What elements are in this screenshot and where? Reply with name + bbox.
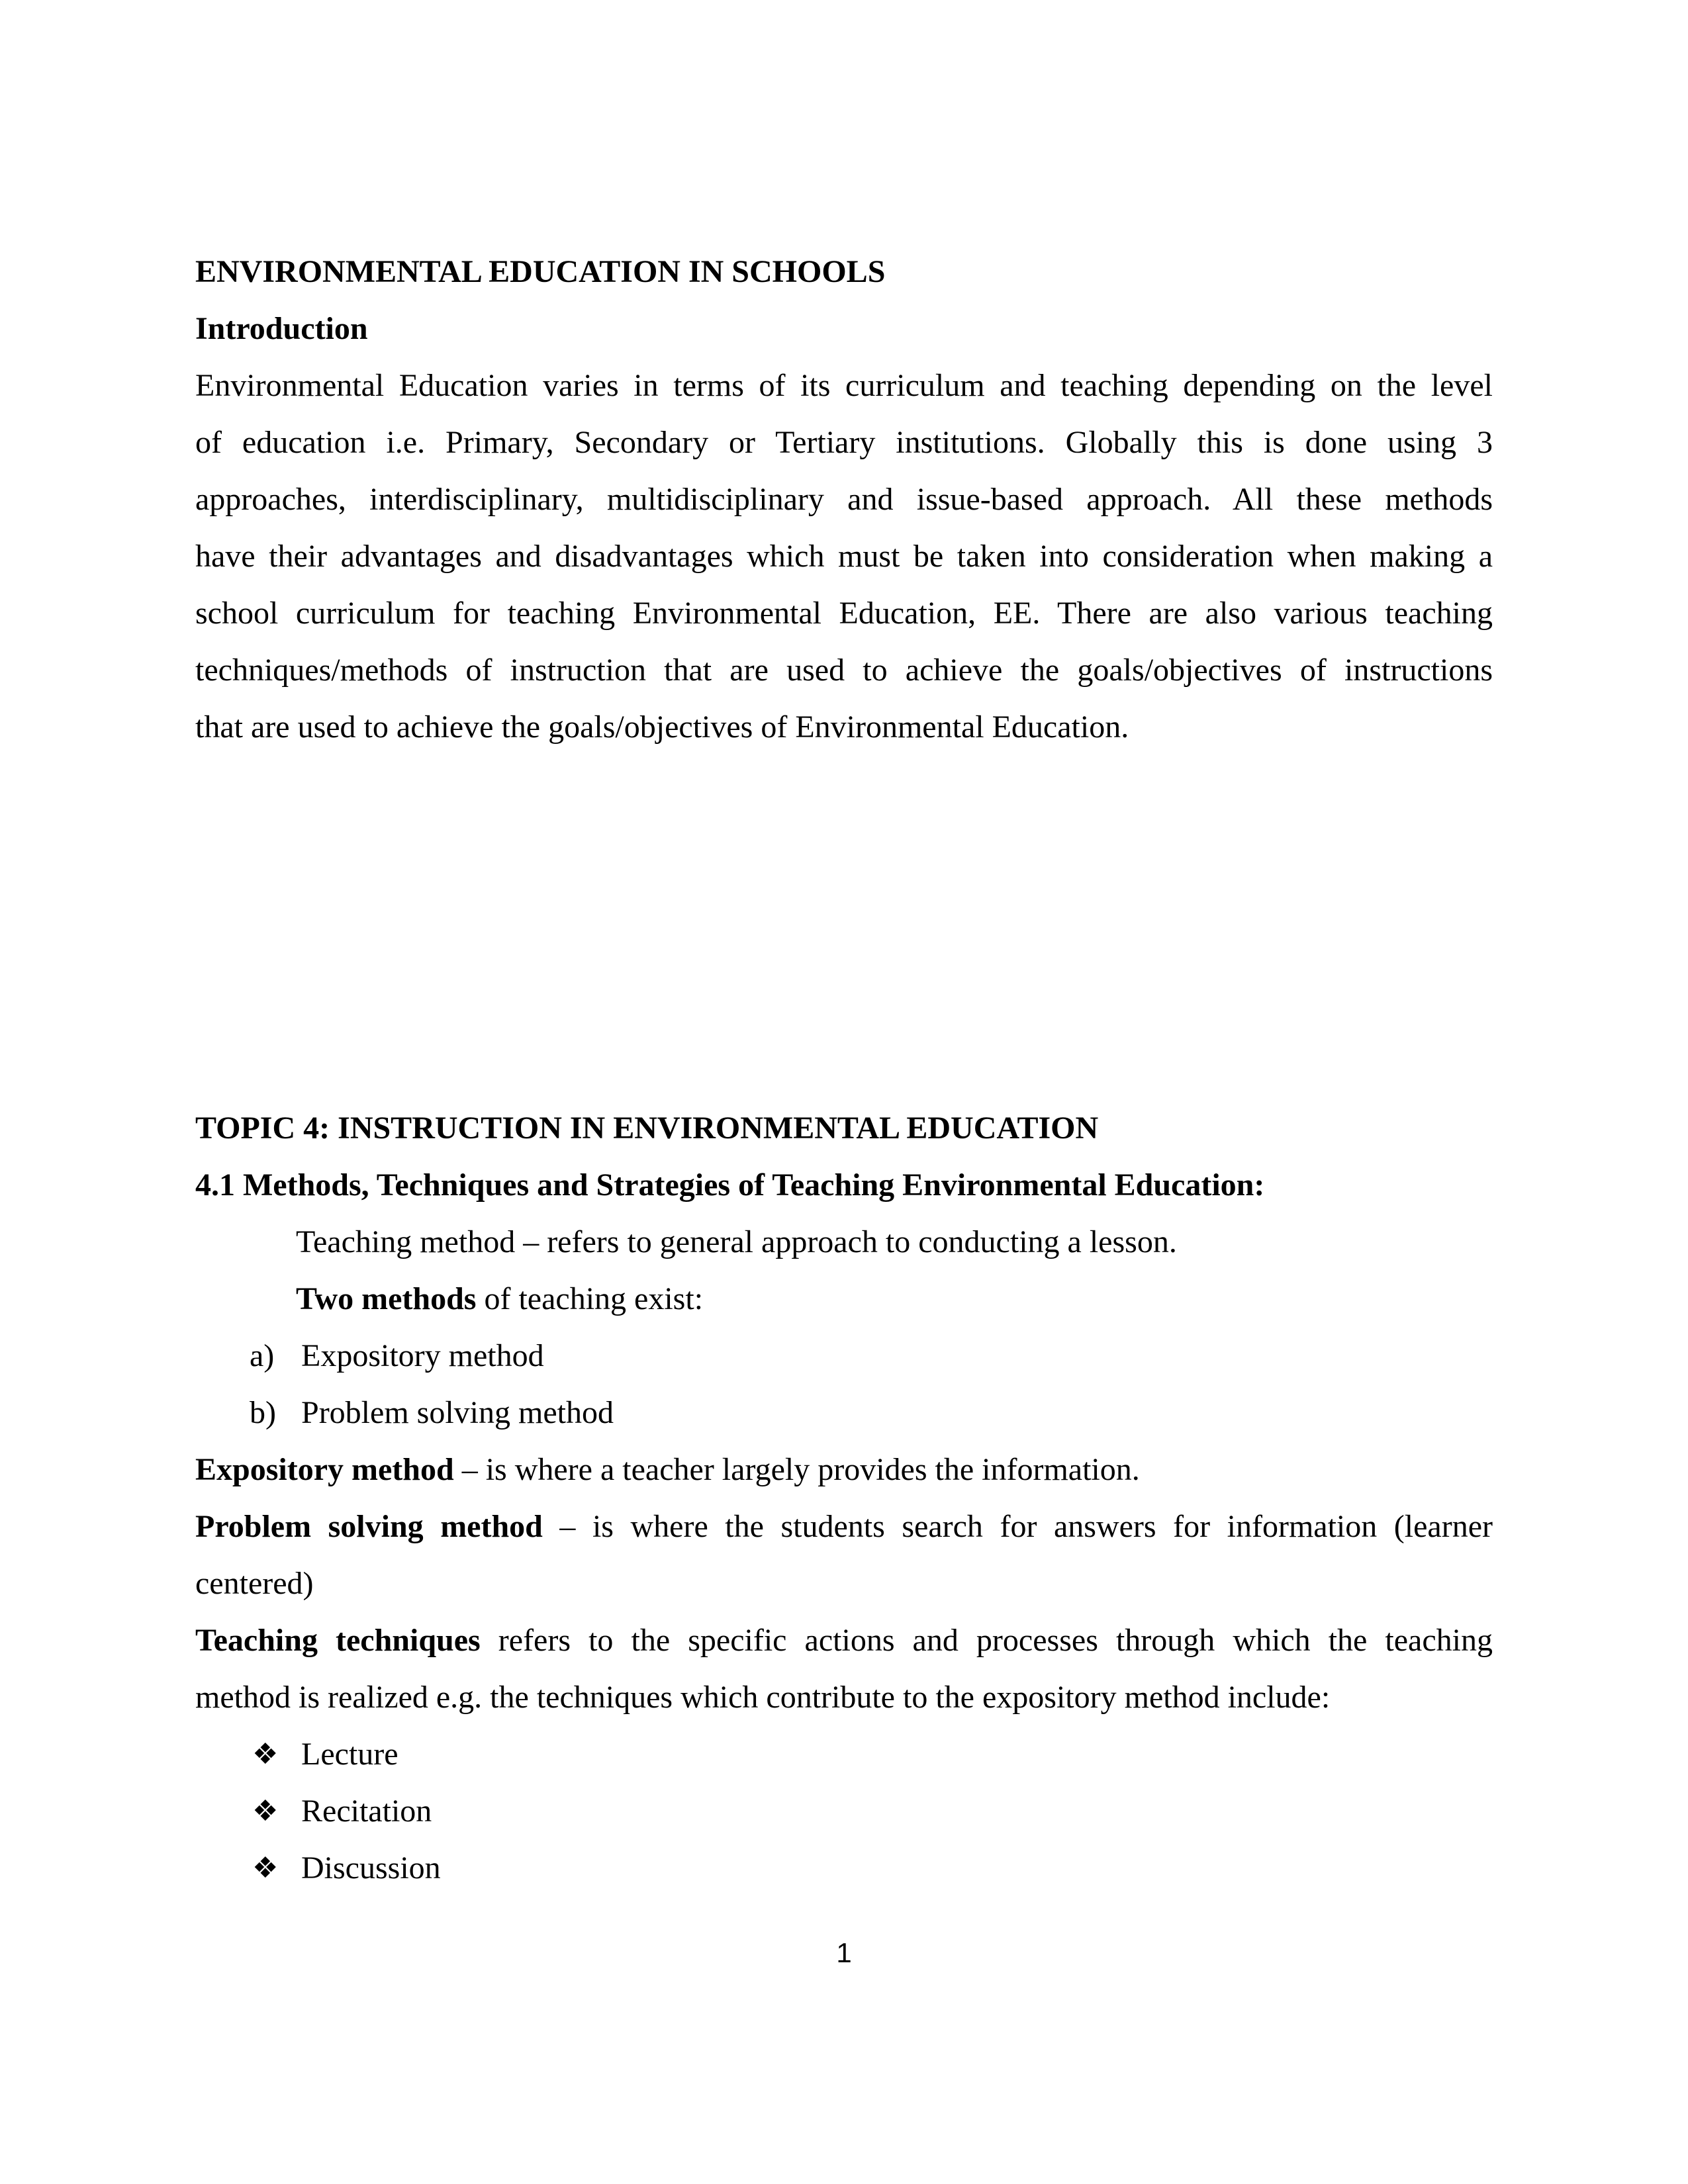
list-item-a-text: Expository method xyxy=(301,1338,544,1373)
two-methods-rest-text: of teaching exist: xyxy=(476,1281,704,1316)
techniques-definition-text: refers to the specific actions and processes through which the teaching xyxy=(480,1623,1493,1658)
intro-paragraph-line: have their advantages and disadvantages which must be taken into consideration when making a xyxy=(195,539,1493,574)
two-methods-line xyxy=(195,1271,1493,1328)
bullet-item-lecture-label: Lecture xyxy=(301,1737,399,1772)
bullet-item-discussion xyxy=(195,1840,1493,1897)
list-item-b-text: Problem solving method xyxy=(301,1395,614,1430)
intro-paragraph-line: Environmental Education varies in terms of its curriculum and teaching depending on the level xyxy=(195,368,1493,403)
techniques-definition-term: Teaching techniques xyxy=(195,1623,481,1658)
section-gap xyxy=(195,756,1493,1100)
document-content xyxy=(195,0,1493,1970)
problem-definition-line1 xyxy=(195,1498,1493,1555)
intro-paragraph-line: approaches, interdisciplinary, multidisciplinary and issue-based approach. All these methods xyxy=(195,482,1493,517)
intro-paragraph-line: school curriculum for teaching Environmental Education, EE. There are also various teaching xyxy=(195,596,1493,631)
diamond-bullet-icon: ❖ xyxy=(252,1794,279,1828)
intro-paragraph-line: of education i.e. Primary, Secondary or Tertiary institutions. Globally this is done using 3 xyxy=(195,425,1493,460)
list-marker-a: a) xyxy=(250,1338,275,1373)
two-methods-bold-text: Two methods xyxy=(296,1281,477,1316)
intro-paragraph-line: techniques/methods of instruction that are used to achieve the goals/objectives of instructions xyxy=(195,653,1493,688)
expository-definition-text: – is where a teacher largely provides the information. xyxy=(453,1452,1140,1487)
problem-definition-term: Problem solving method xyxy=(195,1509,543,1544)
bullet-item-discussion-label: Discussion xyxy=(301,1850,441,1886)
list-marker-b: b) xyxy=(250,1395,276,1430)
topic-heading: TOPIC 4: INSTRUCTION IN ENVIRONMENTAL EDUCATION xyxy=(195,1111,1099,1146)
introduction-heading: Introduction xyxy=(195,311,368,346)
techniques-definition-line2: method is realized e.g. the techniques which contribute to the expository method include: xyxy=(195,1680,1331,1715)
section-heading: 4.1 Methods, Techniques and Strategies of Teaching Environmental Education: xyxy=(195,1167,1265,1203)
expository-definition xyxy=(195,1441,1493,1498)
list-item-problem-solving xyxy=(195,1385,1493,1441)
diamond-bullet-icon: ❖ xyxy=(252,1851,279,1885)
teaching-method-definition: Teaching method – refers to general approach to conducting a lesson. xyxy=(296,1224,1177,1259)
problem-definition-line2: centered) xyxy=(195,1566,314,1601)
bullet-item-recitation xyxy=(195,1783,1493,1840)
intro-paragraph-last-line: that are used to achieve the goals/objectives of Environmental Education. xyxy=(195,709,1129,745)
diamond-bullet-icon: ❖ xyxy=(252,1737,279,1771)
expository-definition-term: Expository method xyxy=(195,1452,454,1487)
list-item-expository xyxy=(195,1328,1493,1385)
bullet-item-lecture xyxy=(195,1726,1493,1783)
bullet-item-recitation-label: Recitation xyxy=(301,1794,432,1829)
document-title: ENVIRONMENTAL EDUCATION IN SCHOOLS xyxy=(195,254,886,289)
problem-definition-text: – is where the students search for answers for information (learner xyxy=(542,1509,1493,1544)
techniques-definition-line1 xyxy=(195,1612,1493,1669)
page-number: 1 xyxy=(836,1937,852,1968)
